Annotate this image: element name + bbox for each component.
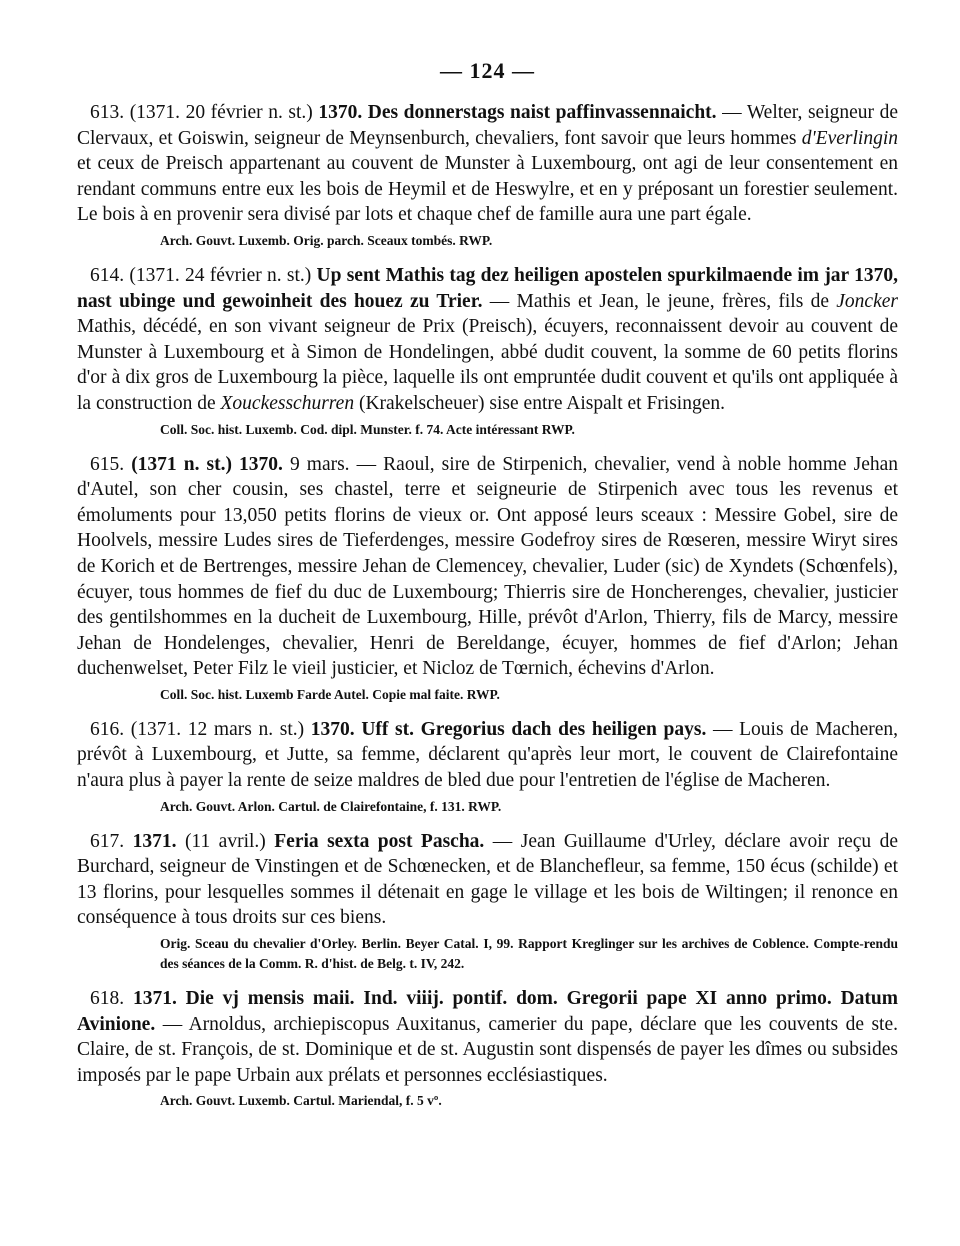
entry-body (77, 452, 898, 682)
entry-body (77, 717, 898, 794)
entry-text: — Welter, seigneur de Clervaux, et Goiswin, seigneur de Meynsenburch, chevaliers, font savoir que leurs hommes (77, 102, 898, 149)
entry-year: 1370. (310, 718, 355, 740)
entry-source: Arch. Gouvt. Luxemb. Orig. parch. Sceaux tombés. RWP. (160, 232, 493, 248)
entry-616 (77, 717, 898, 817)
entry-date: (1371. 20 février n. st.) (129, 102, 313, 123)
entry-text: — Louis de Macheren, prévôt à Luxembourg, et Jutte, sa femme, déclarent qu'après leur mort, le couvent de Clairefontaine n'aura plus à payer la rente de seize maldres de bled due pour l'entretien de l'église de Macheren. (77, 718, 899, 792)
entry-text: et ceux de Preisch appartenant au couvent de Munster à Luxembourg, ont agi de leur consentement en rendant communs entre eux les bois de Heymil et de Heswylre, et en y préposant un forestier seulement. Le bois à en provenir sera divisé par lots et chaque chef de famille aura une part égale. (77, 153, 898, 226)
entry-body (77, 986, 898, 1088)
entry-613 (77, 100, 898, 251)
entry-incipit: Up sent Mathis tag dez heiligen apostelen spurkilmaende im jar 1370, nast ubinge und gewoinheit des houez zu Trier. (77, 264, 899, 312)
entry-source: Coll. Soc. hist. Luxemb Farde Autel. Copie mal faite. RWP. (160, 686, 500, 702)
entry-body (77, 263, 898, 417)
entry-text-italic: Joncker (836, 290, 898, 312)
entry-date: (1371. 24 février n. st.) (129, 264, 312, 286)
entry-text: — Raoul, sire de Stirpenich, chevalier, vend à noble homme Jehan d'Autel, son cher cousin, ses chastel, terre et seigneurie de Stirpenich avec tous les revenus et émoluments pour 13,050 petits florins de vieux or. Ont apposé leurs sceaux : Messire Gobel, sire de Hoolvels, messire Ludes sires de Tieferdenges, messire Godefroy sires de Rœseren, messire Wiryt sires de Korich et de Bertrenges, messire Jehan de Clemencey, chevalier, Luder (sic) de Xyndets (Schœnfels), écuyer, tous hommes de fief du duc de Luxembourg; Thierris sire de Honcherenges, chevalier, justicier des gentilshommes en la ducheit de Luxembourg, Hille, prévôt d'Arlon, Thierry, fils de Marcy, messire Jehan de Hondelenges, chevalier, Henri de Bereldange, écuyer, hommes de fief d'Arlon; Jehan duchenwelset, Peter Filz le vieil justicier, et Nicloz de Tœrnich, échevins d'Arlon. (77, 453, 899, 680)
entry-day: 9 mars. (289, 453, 350, 475)
entry-text-italic: d'Everlingin (801, 127, 898, 149)
entry-date: (11 avril.) (184, 830, 266, 852)
entry-text: — Mathis et Jean, le jeune, frères, fils de (482, 290, 837, 312)
entry-number: 618. (90, 988, 125, 1010)
entry-date: (1371. 12 mars n. st.) (130, 718, 305, 740)
entry-614 (77, 263, 898, 440)
entry-date: (1371 n. st.) (131, 453, 232, 475)
entry-source: Orig. Sceau du chevalier d'Orley. Berlin. Beyer Catal. I, 99. Rapport Kreglinger sur les archives de Coblence. Compte-rendu des séances de la Comm. R. d'hist. de Belg. t. IV, 242. (160, 936, 898, 972)
entry-text: Mathis, décédé, en son vivant seigneur de Prix (Preisch), écuyers, reconnaissent devoir au couvent de Munster à Luxembourg et à Simon de Hondelingen, abbé dudit couvent, la somme de 60 petits florins d'or à dix gros de Luxembourg la pièce, laquelle ils ont empruntée dudit couvent et qu'ils ont appliquée à la construction de (77, 316, 898, 414)
entry-year: 1370. (318, 102, 363, 123)
entry-year: 1370. (239, 453, 283, 475)
entry-number: 614. (90, 264, 125, 286)
entry-incipit: Des donnerstags naist paffinvassennaicht. (367, 102, 717, 123)
entry-text: — Jean Guillaume d'Urley, déclare avoir reçu de Burchard, seigneur de Vinstingen et de Schœnecken, et de Blanchefleur, sa femme, 150 écus (schilde) et 13 florins, pour lesquelles sommes il détenait en gage le village et les bois de Wiltingen; il renonce en conséquence à tous droits sur ces biens. (77, 830, 899, 929)
page-number: — 124 — (440, 58, 535, 83)
entry-text: (Krakelscheuer) sise entre Aispalt et Frisingen. (354, 392, 726, 414)
entry-618 (77, 986, 898, 1111)
entry-source: Arch. Gouvt. Luxemb. Cartul. Mariendal, f. 5 vº. (160, 1093, 442, 1109)
entry-number: 617. (90, 830, 125, 852)
entry-year: 1371. (132, 988, 177, 1010)
entry-number: 615. (90, 453, 125, 475)
entry-body (77, 829, 898, 931)
entry-incipit: Die vj mensis maii. Ind. viiij. pontif. dom. Gregorii pape XI anno primo. Datum Avinione. (77, 988, 899, 1035)
entry-615 (77, 452, 898, 705)
entry-number: 613. (90, 102, 125, 123)
entry-617 (77, 829, 898, 974)
entry-incipit: Uff st. Gregorius dach des heiligen pays. (361, 718, 707, 740)
entry-number: 616. (90, 718, 125, 740)
entry-source: Arch. Gouvt. Arlon. Cartul. de Clairefontaine, f. 131. RWP. (160, 798, 502, 814)
entry-incipit: Feria sexta post Pascha. (274, 830, 485, 852)
entry-source: Coll. Soc. hist. Luxemb. Cod. dipl. Munster. f. 74. Acte intéressant RWP. (160, 421, 575, 437)
entry-text-italic: Xouckesschurren (220, 392, 355, 414)
entry-text: — Arnoldus, archiepiscopus Auxitanus, camerier du pape, déclare que les couvents de ste. Claire, de st. François, de st. Dominique et de st. Augustin sont dispensés de payer les dîmes ou subsides imposés par le pape Urbain aux prélats et personnes ecclésiastiques. (77, 1013, 898, 1086)
entry-body (77, 100, 898, 228)
entry-year: 1371. (132, 830, 177, 852)
